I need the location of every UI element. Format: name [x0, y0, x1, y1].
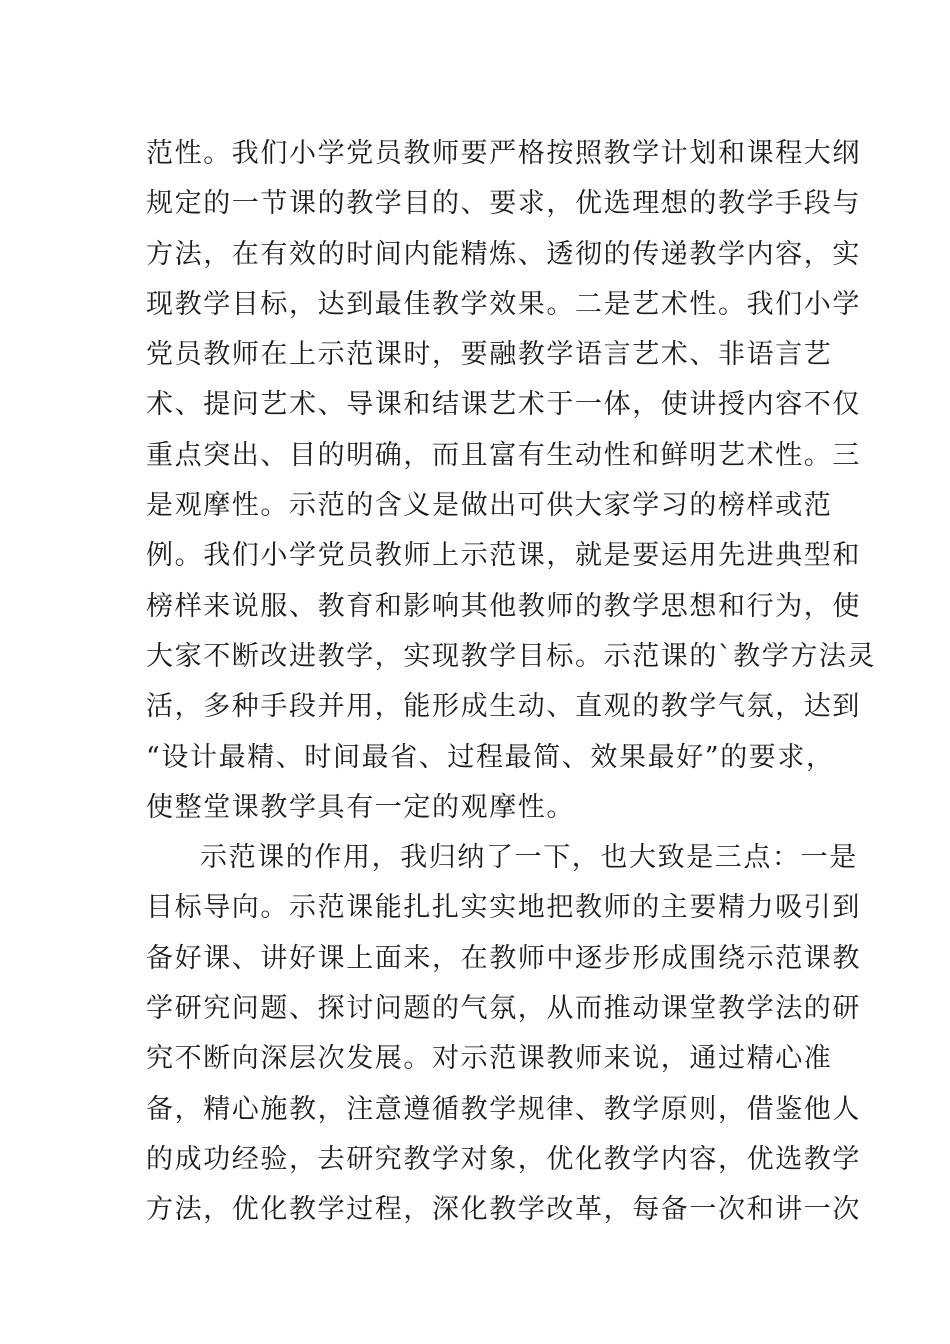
text-line: 方法，在有效的时间内能精炼、透彻的传递教学内容，实: [146, 238, 861, 270]
text-line: 学研究问题、探讨问题的气氛，从而推动课堂教学法的研: [146, 993, 861, 1025]
text-line: 是观摩性。示范的含义是做出可供大家学习的榜样或范: [146, 490, 833, 522]
text-line: “设计最精、时间最省、过程最简、效果最好”的要求，: [146, 741, 835, 773]
text-line: 术、提问艺术、导课和结课艺术于一体，使讲授内容不仅: [146, 389, 861, 421]
text-line: 备好课、讲好课上面来，在教师中逐步形成围绕示范课教: [146, 942, 861, 974]
text-line: 例。我们小学党员教师上示范课，就是要运用先进典型和: [146, 540, 861, 572]
text-line: 究不断向深层次发展。对示范课教师来说，通过精心准: [146, 1043, 833, 1075]
text-line: 榜样来说服、教育和影响其他教师的教学思想和行为，使: [146, 590, 861, 622]
text-line: 目标导向。示范课能扎扎实实地把教师的主要精力吸引到: [146, 892, 861, 924]
text-line: 备，精心施教，注意遵循教学规律、教学原则，借鉴他人: [146, 1093, 861, 1125]
text-line: 大家不断改进教学，实现教学目标。示范课的`教学方法灵: [146, 640, 877, 672]
paragraph-2: [146, 833, 861, 1235]
text-line: 示范课的作用，我归纳了一下，也大致是三点：一是: [200, 842, 858, 874]
text-line: 现教学目标，达到最佳教学效果。二是艺术性。我们小学: [146, 288, 861, 320]
paragraph-1: [146, 129, 877, 833]
text-line: 活，多种手段并用，能形成生动、直观的教学气氛，达到: [146, 691, 861, 723]
text-line: 的成功经验，去研究教学对象，优化教学内容，优选教学: [146, 1143, 861, 1175]
text-line: 党员教师在上示范课时，要融教学语言艺术、非语言艺: [146, 339, 833, 371]
text-line: 使整堂课教学具有一定的观摩性。: [146, 791, 575, 823]
body-text: [146, 129, 877, 1236]
text-line: 重点突出、目的明确，而且富有生动性和鲜明艺术性。三: [146, 439, 861, 471]
text-line: 方法，优化教学过程，深化教学改革，每备一次和讲一次: [146, 1194, 861, 1226]
text-line: 规定的一节课的教学目的、要求，优选理想的教学手段与: [146, 188, 861, 220]
text-line: 范性。我们小学党员教师要严格按照教学计划和课程大纲: [146, 138, 861, 169]
